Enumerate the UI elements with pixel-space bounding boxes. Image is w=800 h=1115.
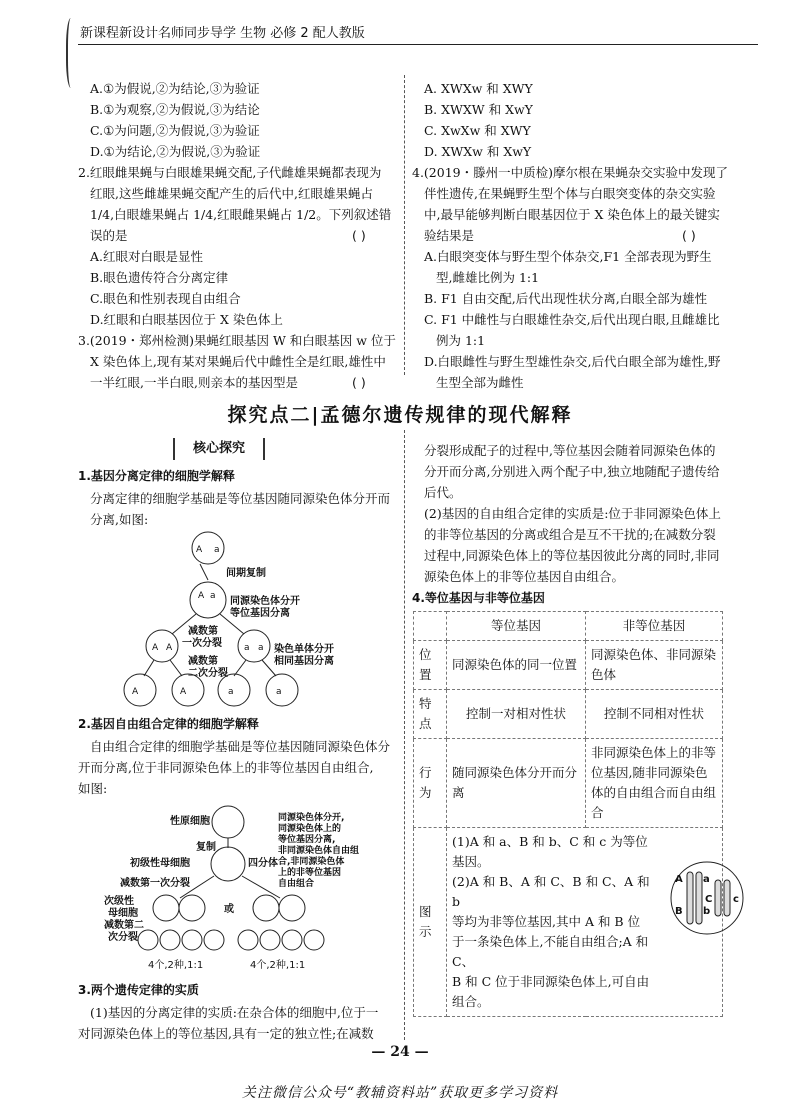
q2-option-a: A.红眼对白眼是显性 — [90, 249, 204, 264]
allele-label: a — [276, 687, 282, 697]
diagram-label: 减数第一次分裂 — [120, 878, 190, 889]
column-divider — [404, 75, 405, 375]
allele-label: A — [196, 545, 203, 555]
result-label: 4个,2种,1:1 — [250, 960, 306, 971]
diagram-note: 上的非等位基因 — [278, 868, 342, 878]
table-row — [414, 739, 723, 828]
q3-option-c: C. XwXw 和 XWY — [424, 123, 531, 138]
table-header-cell: 非等位基因 — [586, 612, 723, 641]
diagram-label: 四分体 — [248, 858, 278, 869]
part3-text: 分裂形成配子的过程中,等位基因会随着同源染色体的 — [424, 443, 716, 458]
table-cell: 同源染色体、非同源染色体 — [586, 641, 723, 690]
table-cell — [414, 612, 447, 641]
part1-heading: 1.基因分离定律的细胞学解释 — [78, 469, 235, 483]
q3-option-a: A. XWXw 和 XWY — [424, 81, 533, 96]
diagram-label: 减数第二 — [104, 920, 144, 931]
answer-paren: ( ) — [682, 228, 696, 243]
q2-option-b: B.眼色遗传符合分离定律 — [90, 270, 229, 285]
diagram-label: 等位基因分离 — [230, 608, 290, 619]
section-title: 探究点二|孟德尔遗传规律的现代解释 — [227, 404, 573, 426]
header-decoration — [66, 18, 78, 88]
table-row — [414, 828, 723, 1017]
q2-option-c: C.眼色和性别表现自由组合 — [90, 291, 241, 306]
allele-label: A — [152, 643, 159, 653]
q4-option-d: 生型全部为雌性 — [436, 375, 524, 390]
q3-option-d: D. XWXw 和 XwY — [424, 144, 532, 159]
allele-label: A — [132, 687, 139, 697]
q3-stem: 一半红眼,一半白眼,则亲本的基因型是 — [90, 375, 298, 390]
answer-paren: ( ) — [352, 228, 366, 243]
diagram-label: 相同基因分离 — [274, 656, 334, 667]
part4-heading: 4.等位基因与非等位基因 — [412, 591, 545, 605]
table-cell: 随同源染色体分开而分离 — [447, 739, 586, 828]
diagram-note: 等位基因分离, — [278, 835, 336, 845]
allele-label: a — [703, 874, 710, 885]
figure-text-line: B 和 C 位于非同源染色体上,可自由组合。 — [452, 974, 650, 1009]
answer-paren: ( ) — [352, 375, 366, 390]
q4-option-d: D.白眼雌性与野生型雄性杂交,后代白眼全部为雄性,野 — [424, 354, 721, 369]
diagram-label: 性原细胞 — [170, 816, 210, 827]
q2-stem: 2.红眼雌果蝇与白眼雄果蝇交配,子代雌雄果蝇都表现为 — [78, 165, 382, 180]
q1-option-b: B.①为观察,②为假说,③为结论 — [90, 102, 260, 117]
figure-cell — [447, 828, 739, 1017]
part3-text: (2)基因的自由组合定律的实质是:位于非同源染色体上 — [424, 506, 721, 521]
allele-label: a — [244, 643, 250, 653]
q4-option-a: A.白眼突变体与野生型个体杂交,F1 全部表现为野生 — [424, 249, 712, 264]
q2-option-d: D.红眼和白眼基因位于 X 染色体上 — [90, 312, 283, 327]
diagram-label: 母细胞 — [108, 908, 138, 919]
page-number: — 24 — — [371, 1044, 429, 1060]
figure-text-line: 于一条染色体上,不能自由组合;A 和 C、 — [452, 934, 649, 969]
allele-label: A — [180, 687, 187, 697]
part3-heading: 3.两个遗传定律的实质 — [78, 983, 199, 997]
part3-text: 对同源染色体上的等位基因,具有一定的独立性;在减数 — [78, 1026, 374, 1041]
table-row — [414, 690, 723, 739]
part3-text: (1)基因的分离定律的实质:在杂合体的细胞中,位于一 — [90, 1005, 379, 1020]
part2-text: 开而分离,位于非同源染色体上的非等位基因自由组合, — [78, 760, 374, 775]
part2-heading: 2.基因自由组合定律的细胞学解释 — [78, 717, 259, 731]
table-cell: 非同源染色体上的非等位基因,随非同源染色体的自由组合而自由组合 — [586, 739, 723, 828]
independent-assortment-diagram — [100, 800, 400, 978]
part2-text: 自由组合定律的细胞学基础是等位基因随同源染色体分 — [90, 739, 391, 754]
diagram-label: 初级性母细胞 — [130, 858, 190, 869]
allele-label: A — [198, 591, 205, 601]
allele-label: a — [210, 591, 216, 601]
table-row — [414, 641, 723, 690]
q4-stem: 4.(2019・滕州一中质检)摩尔根在果蝇杂交实验中发现了 — [412, 165, 728, 180]
figure-text — [452, 832, 652, 1012]
running-header: 新课程新设计名师同步导学 生物 必修 2 配人教版 — [80, 26, 365, 41]
allele-label: b — [703, 906, 711, 917]
part3-text: 后代。 — [424, 485, 462, 500]
diagram-note: 合,非同源染色体 — [278, 857, 345, 867]
allele-label: a — [228, 687, 234, 697]
part1-text: 分离,如图: — [90, 512, 149, 527]
table-row-label: 位置 — [414, 641, 447, 690]
diagram-label: 二次分裂 — [188, 668, 228, 679]
figure-text-line: (2)A 和 B、A 和 C、B 和 C、A 和 b — [452, 874, 650, 909]
diagram-label: 次级性 — [104, 896, 134, 907]
q4-option-a: 型,雌雄比例为 1:1 — [436, 270, 540, 285]
q1-option-d: D.①为结论,②为假说,③为验证 — [90, 144, 261, 159]
q2-stem: 误的是 — [90, 228, 128, 243]
q4-option-c: C. F1 中雌性与白眼雄性杂交,后代出现白眼,且雌雄比 — [424, 312, 720, 327]
diagram-note: 非同源染色体自由组 — [278, 846, 360, 856]
diagram-label: 次分裂 — [108, 932, 138, 943]
table-header-cell: 等位基因 — [447, 612, 586, 641]
q4-stem: 中,最早能够判断白眼基因位于 X 染色体上的最关键实 — [424, 207, 720, 222]
allele-label: a — [258, 643, 264, 653]
diagram-label: 复制 — [196, 842, 216, 853]
table-cell: 控制不同相对性状 — [586, 690, 723, 739]
q3-stem: X 染色体上,现有某对果蝇后代中雌性全是红眼,雄性中 — [90, 354, 386, 369]
diagram-label: 减数第 — [188, 626, 218, 637]
diagram-label: 或 — [224, 904, 234, 915]
allele-label: c — [733, 894, 739, 905]
diagram-label: 同源染色体分开 — [230, 596, 300, 607]
part3-text: 的非等位基因的分离或组合是互不干扰的;在减数分裂 — [424, 527, 716, 542]
table-row-label: 图示 — [414, 828, 447, 1017]
table-row-label: 行为 — [414, 739, 447, 828]
allele-comparison-table — [413, 611, 739, 1017]
allele-label: C — [705, 894, 713, 905]
chromosome-figure — [667, 858, 747, 938]
q1-option-a: A.①为假说,②为结论,③为验证 — [90, 81, 260, 96]
allele-label: A — [675, 874, 683, 885]
header-rule — [78, 44, 758, 45]
q4-stem: 伴性遗传,在果蝇野生型个体与白眼突变体的杂交实验 — [424, 186, 716, 201]
diagram-note: 同源染色体上的 — [278, 824, 342, 834]
result-label: 4个,2种,1:1 — [148, 960, 204, 971]
part1-text: 分离定律的细胞学基础是等位基因随同源染色体分开而 — [90, 491, 391, 506]
core-label: 核心探究 — [173, 438, 265, 460]
table-row-label: 特点 — [414, 690, 447, 739]
figure-text-line: 等均为非等位基因,其中 A 和 B 位 — [452, 914, 641, 929]
footer-note: 关注微信公众号“教辅资料站”获取更多学习资料 — [241, 1085, 559, 1101]
q4-option-b: B. F1 自由交配,后代出现性状分离,白眼全部为雄性 — [424, 291, 708, 306]
figure-text-line: 基因。 — [452, 854, 490, 869]
q4-option-c: 例为 1:1 — [436, 333, 486, 348]
diagram-label: 染色单体分开 — [274, 644, 334, 655]
q3-stem: 3.(2019・郑州检测)果蝇红眼基因 W 和白眼基因 w 位于 — [78, 333, 396, 348]
q2-stem: 1/4,白眼雄果蝇占 1/4,红眼雌果蝇占 1/2。下列叙述错 — [90, 207, 392, 222]
diagram-note: 同源染色体分开, — [278, 813, 345, 823]
q4-stem: 验结果是 — [424, 228, 475, 243]
table-row — [414, 612, 723, 641]
part2-text: 如图: — [78, 781, 108, 796]
column-divider — [404, 430, 405, 1040]
figure-text-line: (1)A 和 a、B 和 b、C 和 c 为等位 — [452, 834, 648, 849]
diagram-label: 间期复制 — [226, 568, 266, 579]
part3-text: 分开而分离,分别进入两个配子中,独立地随配子遗传给 — [424, 464, 720, 479]
allele-label: A — [166, 643, 173, 653]
diagram-note: 自由组合 — [278, 879, 315, 889]
segregation-diagram — [110, 530, 370, 710]
q1-option-c: C.①为问题,②为假说,③为验证 — [90, 123, 260, 138]
part3-text: 源染色体上的非等位基因自由组合。 — [424, 569, 625, 584]
q3-option-b: B. XWXW 和 XwY — [424, 102, 533, 117]
allele-label: B — [675, 906, 683, 917]
allele-label: a — [214, 545, 220, 555]
diagram-label: 一次分裂 — [182, 638, 222, 649]
table-cell: 控制一对相对性状 — [447, 690, 586, 739]
q2-stem: 红眼,这些雌雄果蝇交配产生的后代中,红眼雄果蝇占 — [90, 186, 373, 201]
part3-text: 过程中,同源染色体上的等位基因彼此分离的同时,非同 — [424, 548, 720, 563]
diagram-label: 减数第 — [188, 656, 218, 667]
table-cell: 同源染色体的同一位置 — [447, 641, 586, 690]
